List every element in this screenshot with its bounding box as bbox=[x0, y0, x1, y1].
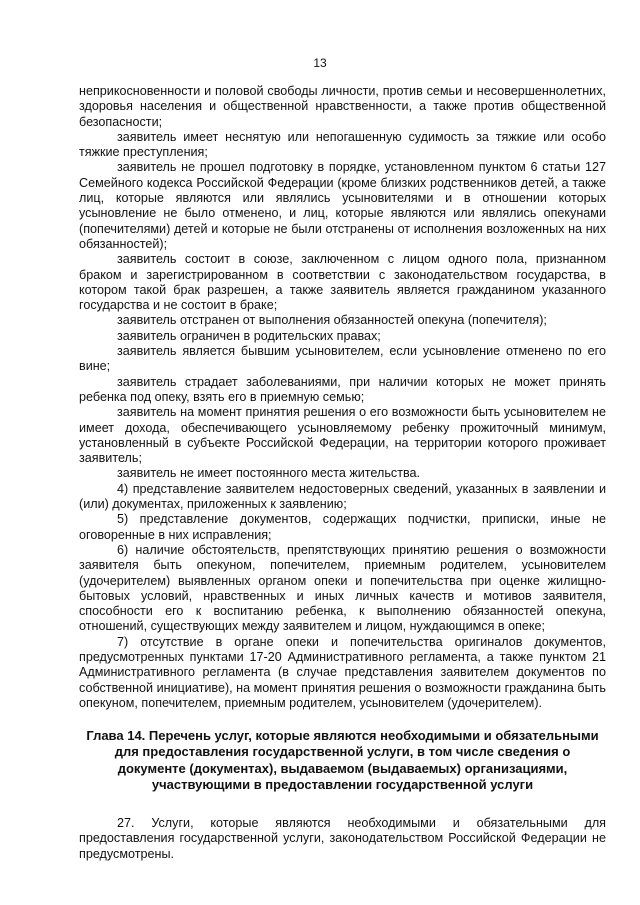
paragraph: заявитель имеет неснятую или непогашенную судимость за тяжкие или особо тяжкие преступления; bbox=[79, 129, 606, 160]
paragraph: 6) наличие обстоятельств, препятствующих принятию решения о возможности заявителя быть опекуном, попечителем, приемным родителем, усыновителем (удочерителем) выявленных органом опеки и попечительства при оценке жилищно-бытовых условий, нравственных и иных личных качеств и мотивов заявителя, способности его к воспитанию ребенка, к выполнению обязанностей опекуна, отношений, существующих между заявителем и лицом, нуждающимся в опеке; bbox=[79, 542, 606, 634]
paragraph: заявитель отстранен от выполнения обязанностей опекуна (попечителя); bbox=[117, 313, 547, 328]
paragraph: неприкосновенности и половой свободы личности, против семьи и несовершеннолетних, здоровья населения и общественной нравственности, а также против общественной безопасности; bbox=[79, 84, 606, 129]
paragraph: заявитель страдает заболеваниями, при наличии которых не может принять ребенка под опеку, взять его в приемную семью; bbox=[79, 374, 606, 404]
paragraph: 27. Услуги, которые являются необходимыми и обязательными для предоставления государственной услуги, законодательством Российской Федерации не предусмотрены. bbox=[79, 815, 606, 861]
final-section bbox=[79, 816, 606, 862]
body-text bbox=[79, 84, 606, 711]
page-number: 13 bbox=[313, 56, 327, 70]
paragraph: заявитель ограничен в родительских правах; bbox=[117, 328, 381, 343]
paragraph: 5) представление документов, содержащих подчистки, приписки, иные не оговоренные в них исправления; bbox=[79, 512, 606, 542]
chapter-heading: Глава 14. Перечень услуг, которые являются необходимыми и обязательными для предоставления государственной услуги, в том числе сведения о документе (документах), выдаваемом (выдаваемых) организациями, участвующими в предоставлении государственной услуги bbox=[86, 728, 599, 792]
paragraph: заявитель на момент принятия решения о его возможности быть усыновителем не имеет дохода, обеспечивающего усыновляемому ребенку прожиточный минимум, установленный в субъекте Российской Федерации, на территории которого проживает заявитель; bbox=[79, 405, 606, 466]
paragraph: 7) отсутствие в органе опеки и попечительства оригиналов документов, предусмотренных пунктами 17-20 Административного регламента, а также пунктом 21 Административного регламента (в случае представления заявителем документов по собственной инициативе), на момент принятия решения о возможности гражданина быть опекуном, попечителем, приемным родителем, усыновителем (удочерителем). bbox=[79, 634, 606, 710]
paragraph: заявитель является бывшим усыновителем, если усыновление отменено по его вине; bbox=[79, 344, 606, 374]
paragraph: заявитель не имеет постоянного места жительства. bbox=[117, 466, 421, 481]
paragraph: заявитель состоит в союзе, заключенном с лицом одного пола, признанном браком и зарегистрированном в соответствии с законодательством государства, в котором такой брак разрешен, а также заявитель является гражданином указанного государства и не состоит в браке; bbox=[79, 252, 606, 313]
paragraph: 4) представление заявителем недостоверных сведений, указанных в заявлении и (или) документах, приложенных к заявлению; bbox=[79, 481, 606, 512]
paragraph: заявитель не прошел подготовку в порядке, установленном пунктом 6 статьи 127 Семейного кодекса Российской Федерации (кроме близких родственников детей, а также лиц, которые являются или являлись усыновителями и в отношении которых усыновление не было отменено, и лиц, которые являются или являлись опекунами (попечителями) детей и которые не были отстранены от исполнения возложенных на них обязанностей); bbox=[79, 160, 606, 251]
